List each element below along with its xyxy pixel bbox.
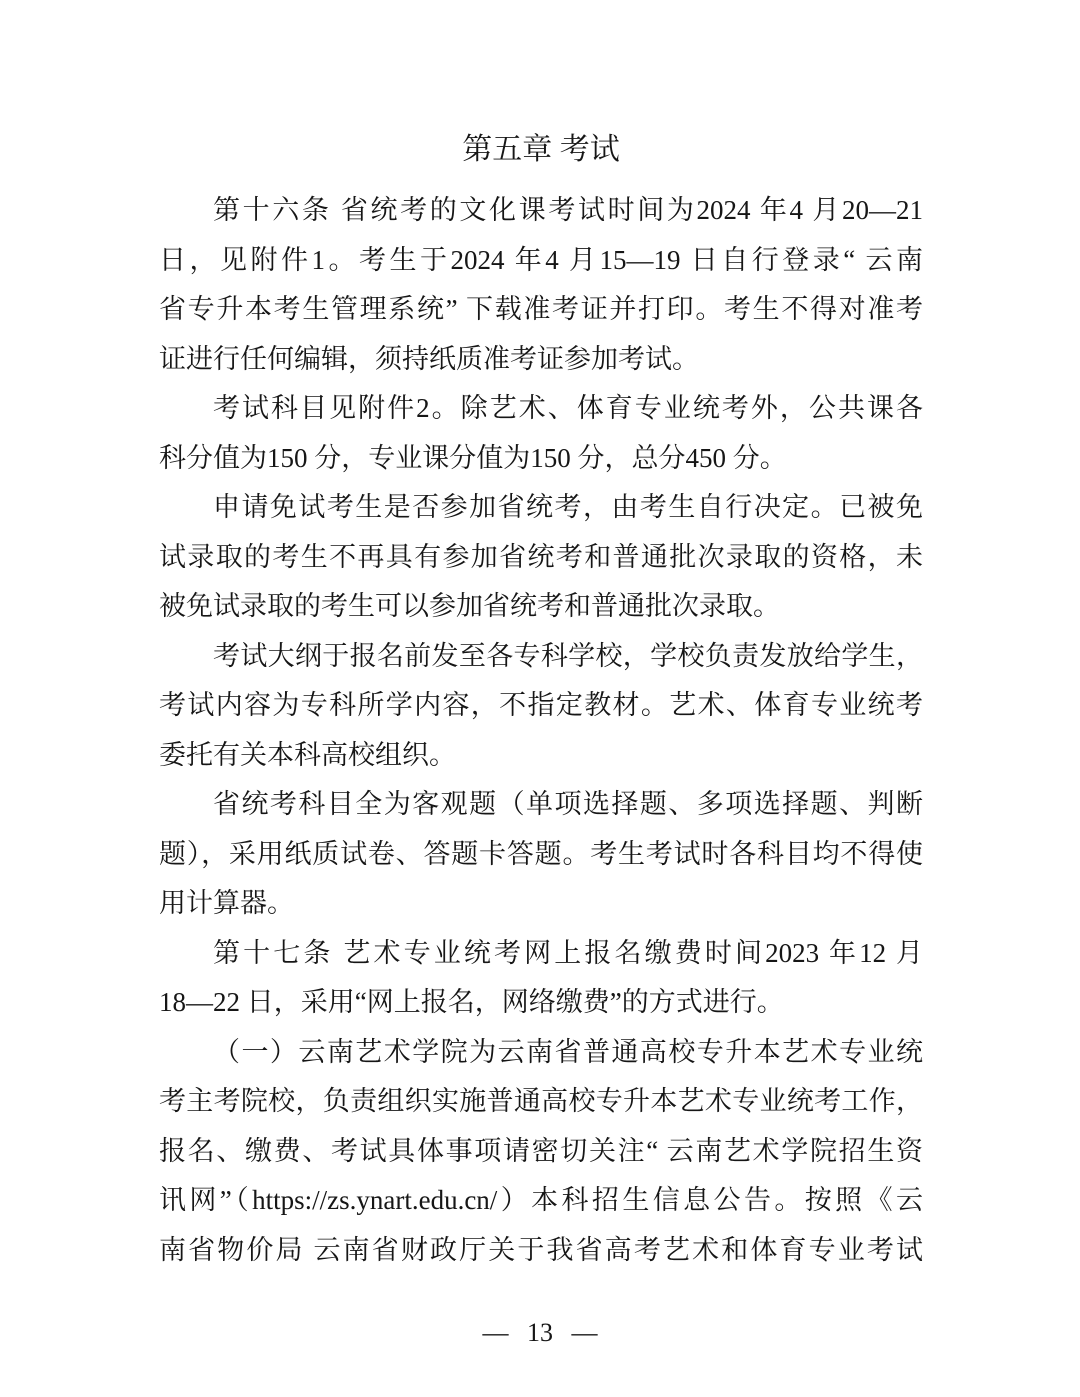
document-line: 报名、缴费、考试具体事项请密切关注“ 云南艺术学院招生资	[159, 1135, 923, 1166]
document-line: 证进行任何编辑，须持纸质准考证参加考试。	[159, 343, 699, 374]
document-line: 省专升本考生管理系统” 下载准考证并打印。考生不得对准考	[159, 294, 923, 324]
document-line: 南省物价局 云南省财政厅关于我省高考艺术和体育专业考试	[159, 1234, 923, 1265]
document-line: 考试大纲于报名前发至各专科学校，学校负责发放给学生，	[213, 640, 923, 671]
document-line: 讯网”（https://zs.ynart.edu.cn/）本科招生信息公告。按照《云	[159, 1185, 923, 1215]
document-line: 省统考科目全为客观题（单项选择题、多项选择题、判断	[213, 789, 923, 819]
document-line: 18—22 日，采用“网上报名，网络缴费”的方式进行。	[159, 987, 784, 1017]
document-line: （一）云南艺术学院为云南省普通高校专升本艺术专业统	[213, 1036, 923, 1067]
document-line: 委托有关本科高校组织。	[159, 739, 456, 770]
page-number: — 13 —	[482, 1318, 598, 1347]
document-line: 考试内容为专科所学内容，不指定教材。艺术、体育专业统考	[159, 690, 923, 720]
document-line: 申请免试考生是否参加省统考，由考生自行决定。已被免	[213, 492, 923, 522]
document-line: 试录取的考生不再具有参加省统考和普通批次录取的资格，未	[159, 541, 923, 572]
document-line: 被免试录取的考生可以参加省统考和普通批次录取。	[159, 591, 780, 621]
document-line: 用计算器。	[159, 888, 294, 918]
document-line: 科分值为150 分，专业课分值为150 分，总分450 分。	[159, 442, 787, 473]
chapter-title: 第五章 考试	[462, 133, 620, 166]
document-line: 第十六条 省统考的文化课考试时间为2024 年4 月20—21	[213, 195, 923, 225]
text-block	[159, 130, 923, 1275]
document-line: 第十七条 艺术专业统考网上报名缴费时间2023 年12 月	[213, 937, 923, 968]
document-line: 日，见附件1。考生于2024 年4 月15—19 日自行登录“ 云南	[159, 244, 923, 275]
document-line: 考试科目见附件2。除艺术、体育专业统考外，公共课各	[213, 393, 923, 423]
document-line: 题），采用纸质试卷、答题卡答题。考生考试时各科目均不得使	[159, 838, 923, 869]
document-line: 考主考院校，负责组织实施普通高校专升本艺术专业统考工作，	[159, 1086, 923, 1116]
